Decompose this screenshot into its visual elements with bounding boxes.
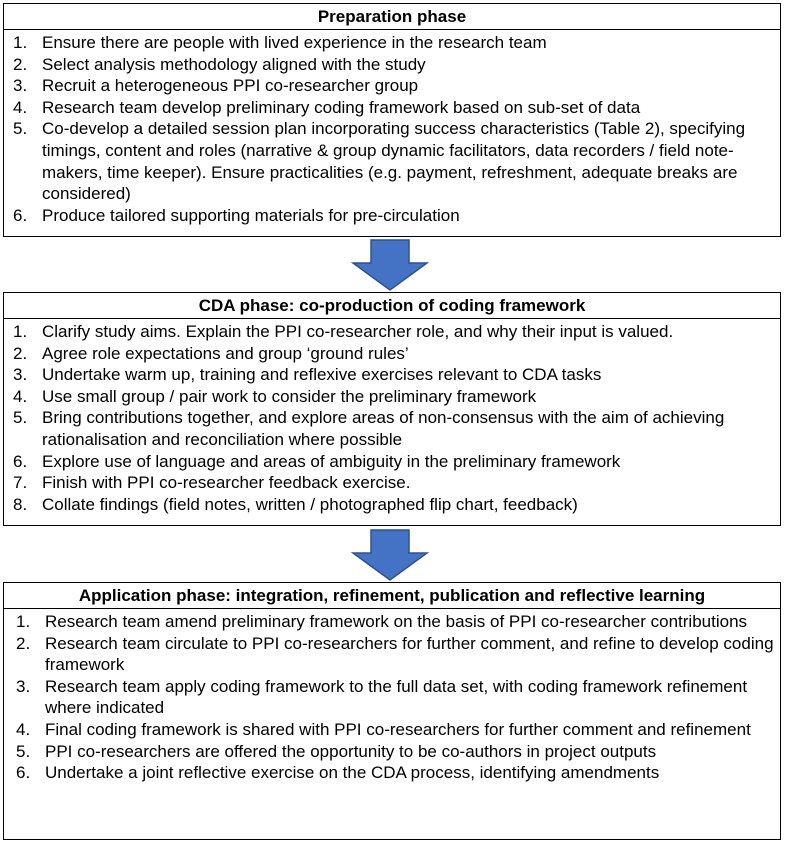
preparation-step	[4, 118, 780, 204]
step-text: Research team circulate to PPI co-researchers for further comment, and refine to develop coding framework	[45, 633, 774, 675]
cda-phase-title: CDA phase: co-production of coding framework	[4, 293, 780, 319]
preparation-step	[4, 54, 780, 76]
step-text: Co-develop a detailed session plan incorporating success characteristics (Table 2), specifying timings, content and roles (narrative & group dynamic facilitators, data recorders / field note-makers, time keeper). Ensure practicalities (e.g. payment, refreshment, adequate breaks are considered)	[42, 119, 746, 204]
step-number: 5.	[16, 741, 31, 761]
preparation-phase-box	[3, 3, 781, 237]
cda-phase-box	[3, 292, 781, 526]
step-number: 4.	[13, 97, 28, 117]
preparation-step	[4, 32, 780, 54]
step-text: Undertake warm up, training and reflexive exercises relevant to CDA tasks	[42, 365, 602, 385]
cda-step	[4, 472, 780, 494]
step-text: Explore use of language and areas of ambiguity in the preliminary framework	[42, 451, 621, 471]
step-number: 3.	[16, 676, 31, 696]
cda-step	[4, 407, 780, 450]
down-arrow-icon	[350, 529, 430, 581]
step-text: Bring contributions together, and explore areas of non-consensus with the aim of achieving rationalisation and reconciliation where possible	[42, 408, 725, 449]
application-step-list	[4, 609, 780, 784]
step-number: 2.	[13, 343, 28, 363]
step-number: 6.	[13, 205, 28, 225]
step-number: 5.	[13, 119, 28, 139]
preparation-step-list	[4, 30, 780, 226]
application-step	[7, 741, 780, 763]
application-step	[7, 719, 780, 741]
cda-step	[4, 321, 780, 343]
step-number: 6.	[13, 451, 28, 471]
step-text: Research team apply coding framework to the full data set, with coding framework refinement where indicated	[45, 676, 748, 718]
step-text: Research team develop preliminary coding framework based on sub-set of data	[42, 97, 641, 117]
step-text: Recruit a heterogeneous PPI co-researcher group	[42, 76, 419, 96]
step-number: 5.	[13, 408, 28, 428]
step-text: Collate findings (field notes, written / photographed flip chart, feedback)	[42, 494, 578, 514]
step-text: Finish with PPI co-researcher feedback exercise.	[42, 473, 411, 493]
cda-step	[4, 364, 780, 386]
step-text: Use small group / pair work to consider the preliminary framework	[42, 386, 537, 406]
application-step	[7, 611, 780, 633]
step-number: 1.	[16, 612, 31, 631]
preparation-phase-title: Preparation phase	[4, 4, 780, 30]
cda-step	[4, 386, 780, 408]
cda-step	[4, 451, 780, 473]
step-text: Final coding framework is shared with PPI co-researchers for further comment and refinement	[45, 719, 751, 739]
step-text: Clarify study aims. Explain the PPI co-researcher role, and why their input is valued.	[42, 322, 674, 341]
cda-step	[4, 494, 780, 516]
step-number: 1.	[13, 33, 28, 52]
cda-step	[4, 343, 780, 365]
step-number: 4.	[16, 719, 31, 739]
down-arrow-icon	[350, 239, 430, 291]
application-phase-box	[3, 582, 781, 840]
step-number: 3.	[13, 365, 28, 385]
step-number: 4.	[13, 386, 28, 406]
step-number: 6.	[16, 763, 31, 783]
step-text: Produce tailored supporting materials for pre-circulation	[42, 205, 460, 225]
step-number: 2.	[16, 633, 31, 653]
step-text: Ensure there are people with lived experience in the research team	[42, 33, 547, 52]
step-text: PPI co-researchers are offered the opportunity to be co-authors in project outputs	[45, 741, 657, 761]
step-text: Agree role expectations and group ‘ground rules’	[42, 343, 409, 363]
step-number: 2.	[13, 54, 28, 74]
application-phase-title: Application phase: integration, refinement, publication and reflective learning	[4, 583, 780, 609]
application-step	[7, 633, 780, 676]
preparation-step	[4, 205, 780, 227]
cda-step-list	[4, 319, 780, 515]
application-step	[7, 676, 780, 719]
step-number: 1.	[13, 322, 28, 341]
preparation-step	[4, 75, 780, 97]
step-text: Undertake a joint reflective exercise on the CDA process, identifying amendments	[45, 763, 660, 783]
preparation-step	[4, 97, 780, 119]
step-number: 8.	[13, 494, 28, 514]
step-text: Research team amend preliminary framework on the basis of PPI co-researcher contributions	[45, 612, 748, 631]
step-number: 3.	[13, 76, 28, 96]
step-number: 7.	[13, 473, 28, 493]
step-text: Select analysis methodology aligned with the study	[42, 54, 426, 74]
application-step	[7, 762, 780, 784]
